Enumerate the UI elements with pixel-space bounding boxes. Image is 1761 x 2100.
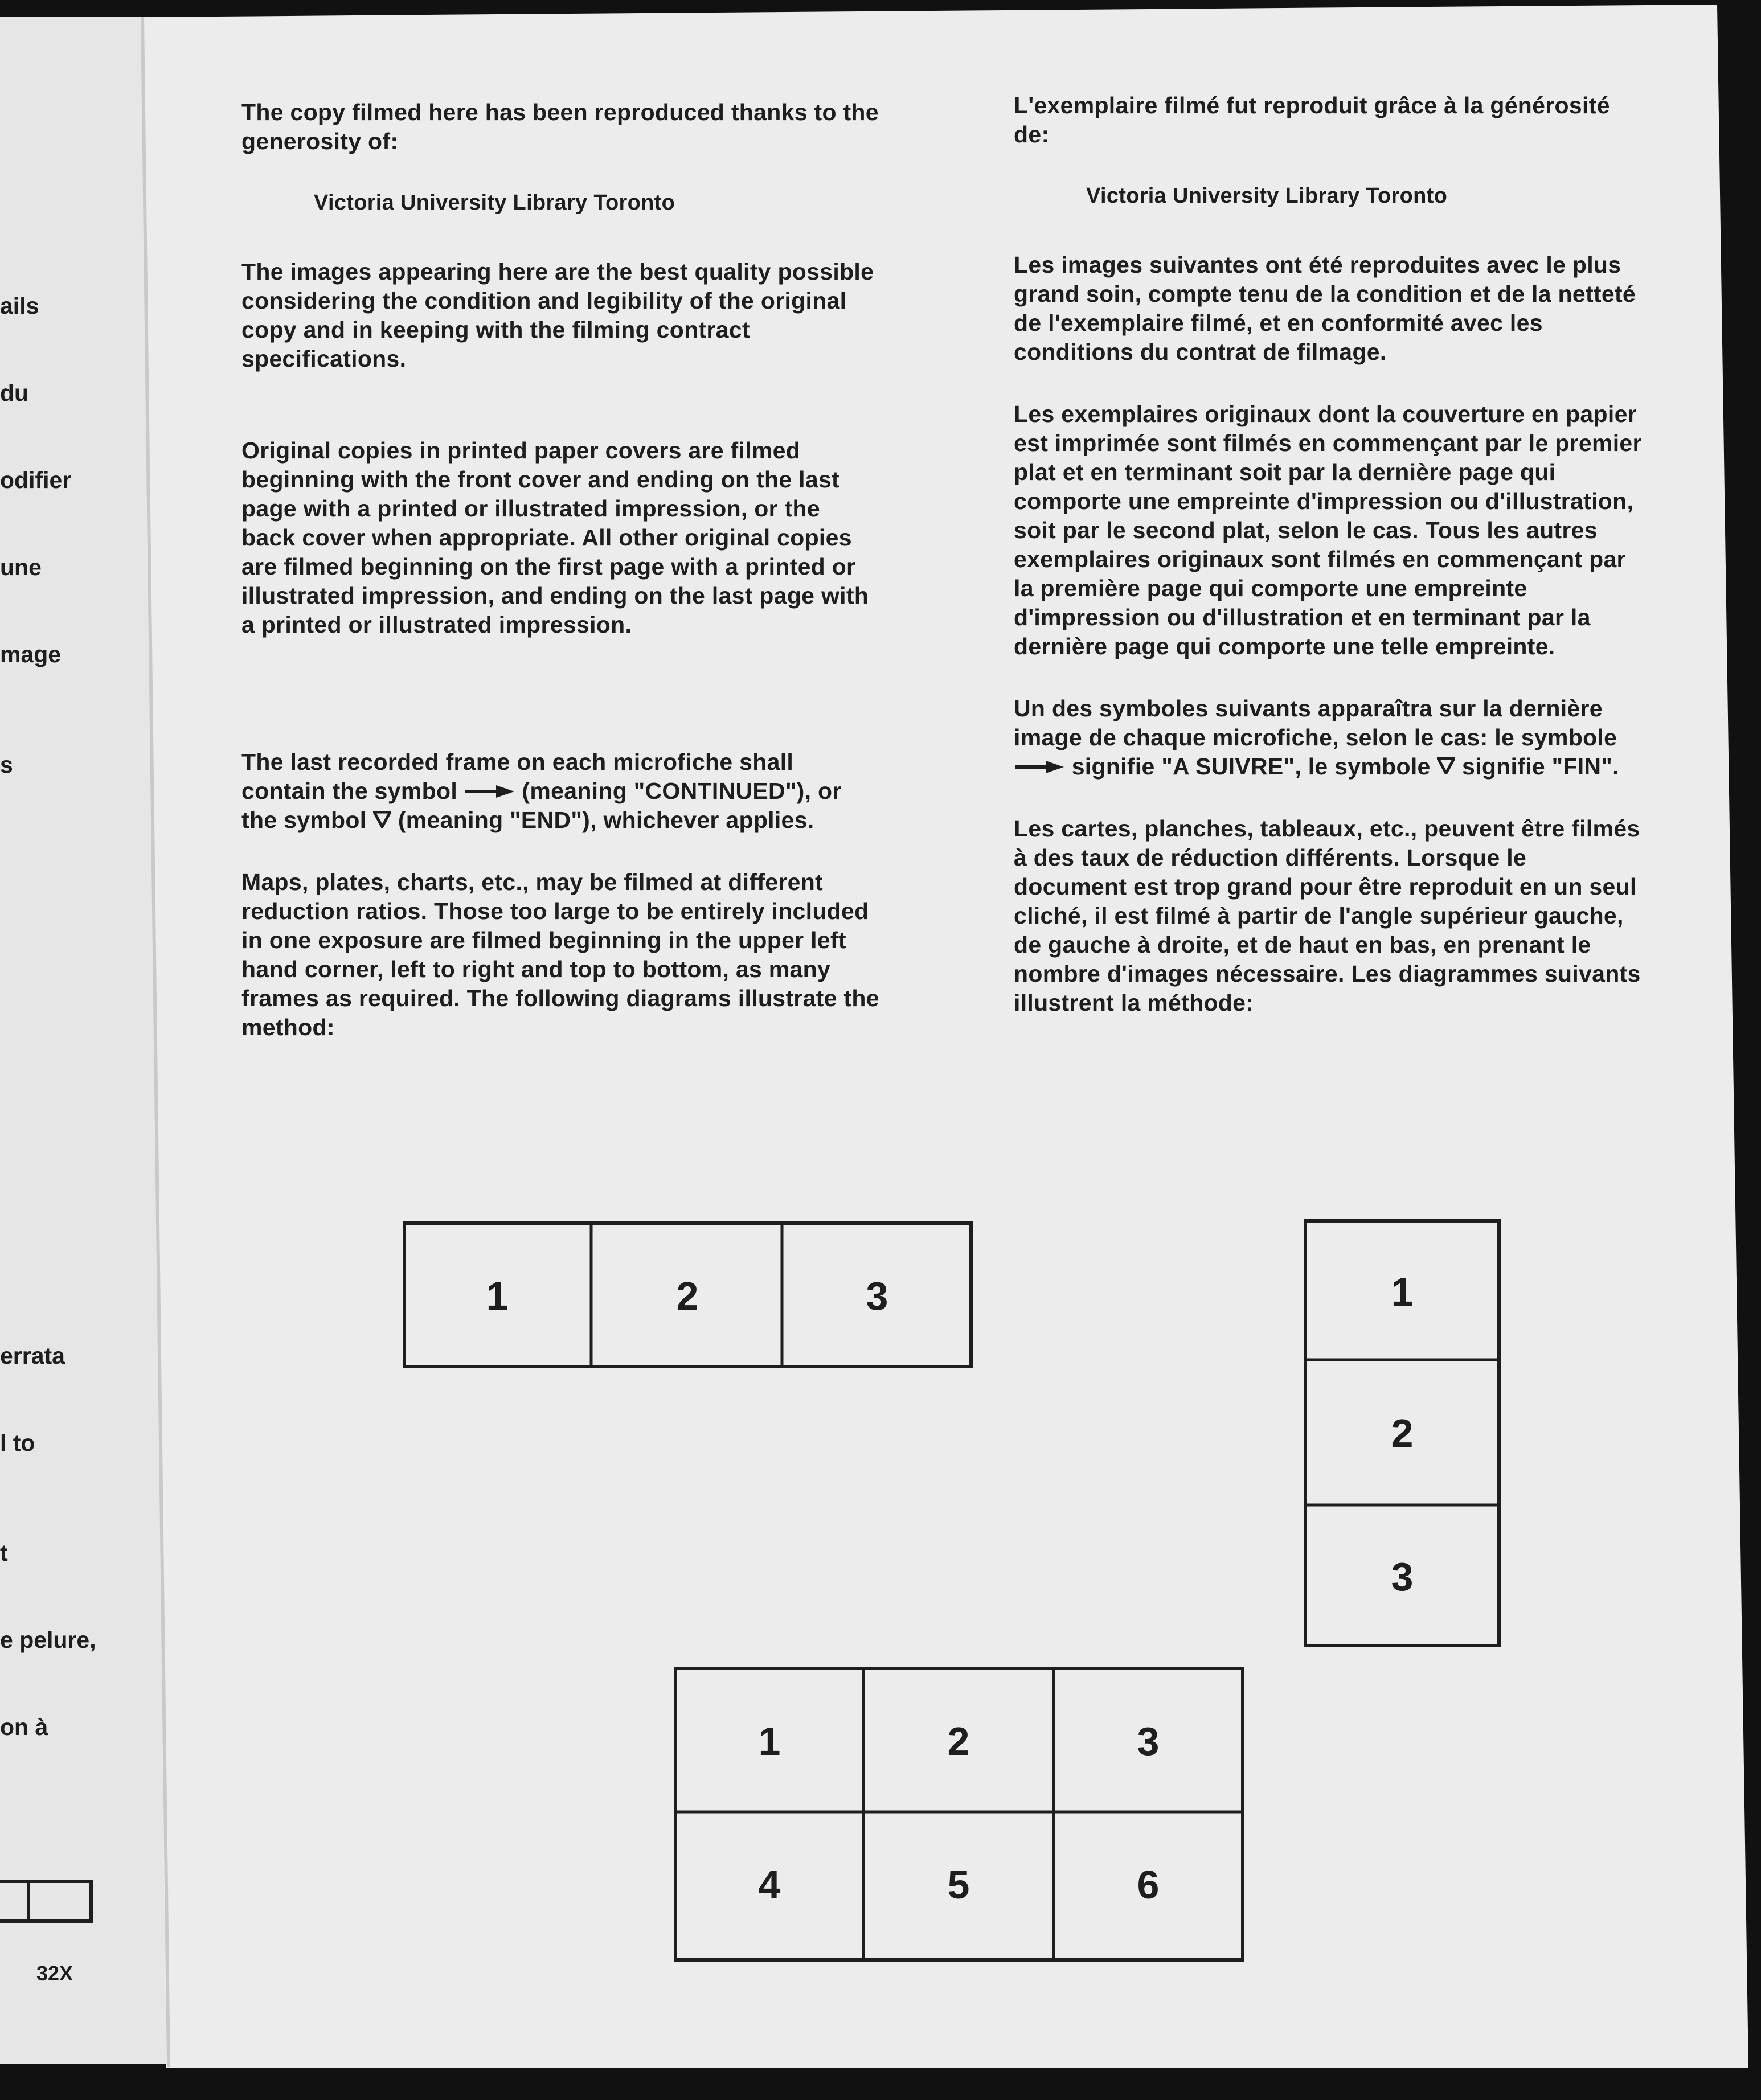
frame-number: 2	[1391, 1411, 1414, 1455]
originals-paragraph-fr: Les exemplaires originaux dont la couverture en papier est imprimée sont filmés en commençant par le premier plat et en terminant soit par la dernière page qui comporte une empreinte d'impression ou d'illustration, soit par le second plat, selon le cas. Tous les autres exemplaires originaux sont filmés en commençant par la première page qui comporte une empreinte d'impression ou d'illustration et en terminant par la dernière page qui comporte une telle empreinte.	[1014, 401, 1642, 659]
symbols-text-1: The last recorded frame on each microfiche shall contain the symbol	[241, 749, 794, 804]
frame-number: 6	[1137, 1863, 1160, 1907]
fragment-line: errata	[0, 1343, 65, 1369]
fragment-line: mage	[0, 641, 62, 667]
reduction-scale-box	[0, 1879, 97, 1925]
french-column	[1014, 91, 1646, 1018]
symbols-text-1: Un des symboles suivants apparaîtra sur la dernière image de chaque microfiche, selon le cas: le symbole	[1014, 695, 1617, 750]
frame-number: 3	[866, 1274, 888, 1318]
left-fragment-bottom	[0, 1283, 96, 1771]
quality-paragraph-en: The images appearing here are the best quality possible considering the condition and legibility of the original copy and in keeping with the filming contract specifications.	[241, 259, 874, 372]
grid-diagram	[672, 1665, 1247, 1964]
reduction-label: 32X	[36, 1962, 73, 1985]
end-triangle-icon	[1437, 753, 1455, 780]
frame-number: 3	[1137, 1719, 1160, 1763]
left-fragment-top	[0, 233, 71, 698]
frame-number: 1	[758, 1719, 781, 1763]
fragment-line: une	[0, 554, 42, 580]
frame-number: 3	[1391, 1555, 1414, 1599]
symbols-text-3: (meaning "END"), whichever applies.	[398, 807, 814, 833]
fragment-line: e pelure,	[0, 1627, 96, 1653]
maps-paragraph-en: Maps, plates, charts, etc., may be filmed at different reduction ratios. Those too large to be entirely included in one exposure are filmed beginning in the upper left hand corner, left to right and top to bottom, as many frames as required. The following diagrams illustrate the method:	[241, 869, 879, 1040]
symbols-paragraph-en	[241, 748, 879, 835]
symbols-text-2: signifie "A SUIVRE", le symbole	[1071, 753, 1431, 780]
symbols-paragraph-fr	[1014, 694, 1646, 781]
intro-fr: L'exemplaire filmé fut reproduit grâce à la générosité de:	[1014, 92, 1610, 147]
symbols-text-2: (meaning "CONTINUED"), or the symbol	[241, 778, 842, 833]
row-diagram	[402, 1219, 977, 1378]
fragment-s: s	[0, 752, 13, 778]
frame-number: 2	[947, 1719, 970, 1763]
frame-number: 5	[947, 1863, 970, 1907]
frame-number: 4	[758, 1863, 781, 1907]
frame-number: 1	[1391, 1270, 1414, 1314]
continued-arrow-icon	[1014, 753, 1065, 780]
quality-paragraph-fr: Les images suivantes ont été reproduites avec le plus grand soin, compte tenu de la condition et de la netteté de l'exemplaire filmé, et en conformité avec les conditions du contrat de filmage.	[1014, 252, 1636, 365]
fragment-line: ails	[0, 293, 39, 319]
originals-paragraph-en: Original copies in printed paper covers are filmed beginning with the front cover and ending on the last page with a printed or illustrated impression, or the back cover when appropriate. All other original copies are filmed beginning on the first page with a printed or illustrated impression, and ending on the last page with a printed or illustrated impression.	[241, 437, 869, 638]
maps-paragraph-fr: Les cartes, planches, tableaux, etc., peuvent être filmés à des taux de réduction différents. Lorsque le document est trop grand pour être reproduit en un seul cliché, il est filmé à partir de l'angle supérieur gauche, de gauche à droite, et de haut en bas, en prenant le nombre d'images nécessaire. Les diagrammes suivants illustrent la méthode:	[1014, 815, 1641, 1016]
intro-en: The copy filmed here has been reproduced thanks to the generosity of:	[241, 99, 879, 154]
frame-number: 2	[676, 1274, 699, 1318]
fragment-line: du	[0, 380, 29, 406]
symbols-text-3: signifie "FIN".	[1462, 753, 1619, 780]
column-diagram	[1302, 1217, 1504, 1650]
fragment-line: odifier	[0, 467, 72, 493]
english-column	[241, 98, 879, 1042]
fragment-line: t	[0, 1540, 8, 1566]
library-name-fr: Victoria University Library Toronto	[1086, 184, 1448, 208]
end-triangle-icon	[373, 807, 391, 833]
fragment-line: l to	[0, 1430, 35, 1456]
continued-arrow-icon	[464, 778, 515, 804]
frame-number: 1	[486, 1274, 509, 1318]
library-name-en: Victoria University Library Toronto	[314, 191, 675, 215]
fragment-line: on à	[0, 1714, 48, 1740]
